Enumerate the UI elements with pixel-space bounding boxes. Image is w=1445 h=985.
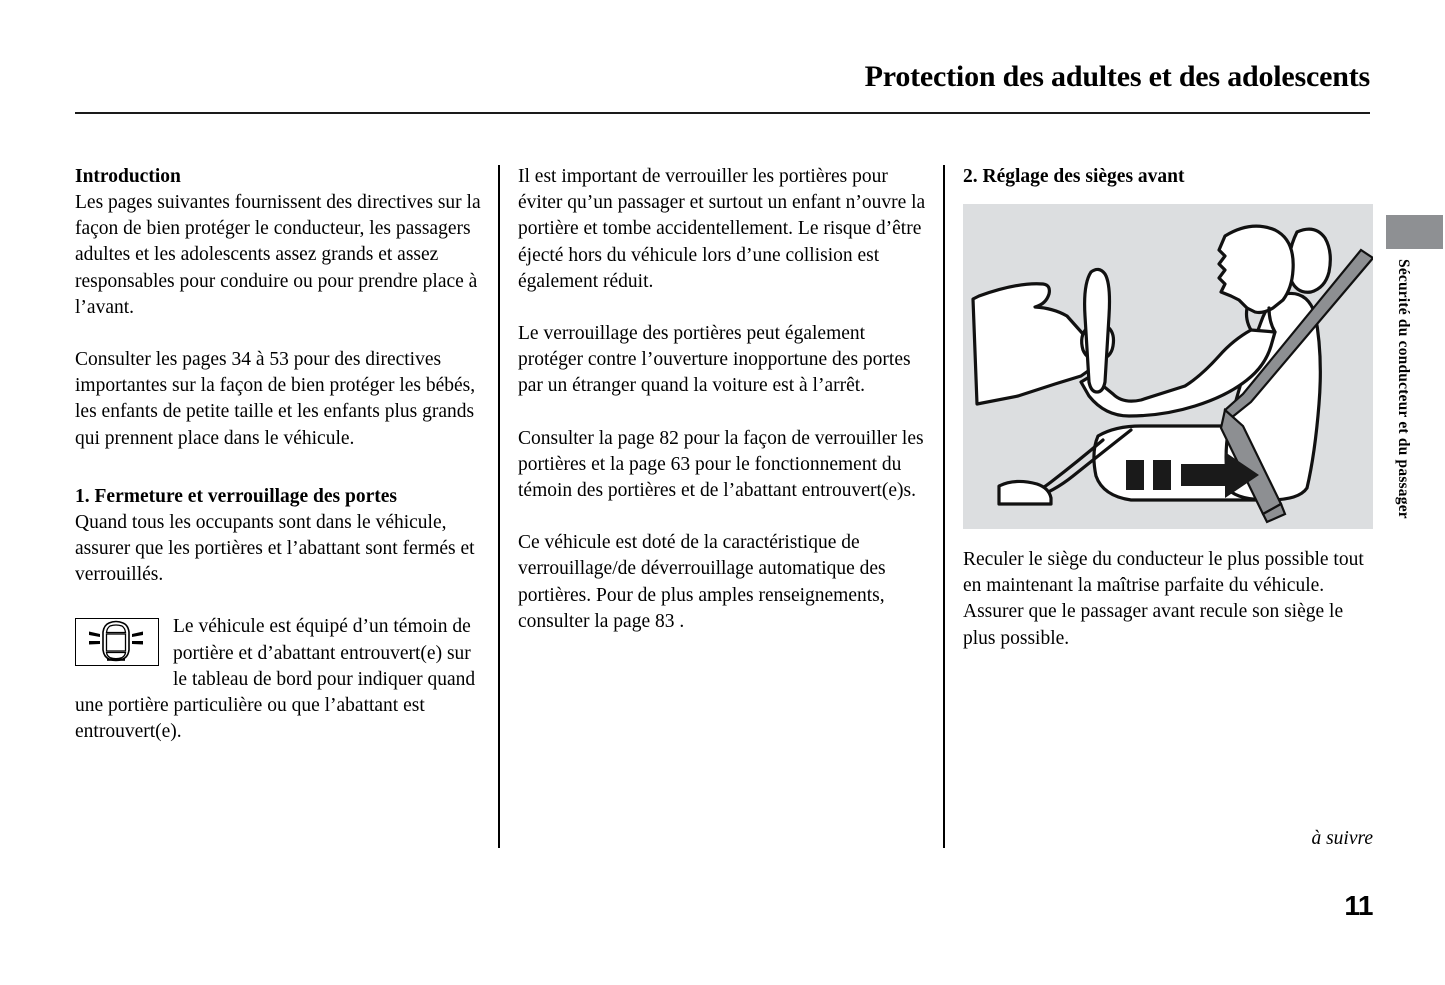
paragraph-introduction-1: Les pages suivantes fournissent des directives sur la façon de bien protéger le conducteur, les passagers adultes et les adolescents assez grands et assez responsables pour conduire ou pour prendre place à l’avant. [75, 192, 481, 318]
heading-introduction: Introduction [75, 166, 181, 187]
page-number: 11 [1344, 890, 1373, 921]
paragraph-introduction-2: Consulter les pages 34 à 53 pour des directives importantes sur la façon de bien protéger les bébés, les enfants de petite taille et les enfants plus grands qui prennent place dans le véhicule. [75, 349, 476, 449]
door-ajar-indicator-icon [75, 618, 159, 666]
heading-section-1: 1. Fermeture et verrouillage des portes [75, 485, 398, 507]
driver-seat-adjustment-illustration [963, 204, 1373, 529]
page-title: Protection des adultes et des adolescents [864, 60, 1370, 93]
side-tab [1386, 215, 1445, 519]
paragraph-section-1: Quand tous les occupants sont dans le véhicule, assurer que les portières et l’abattant sont fermés et verrouillés. [75, 511, 475, 586]
paragraph-lock-importance: Il est important de verrouiller les portières pour éviter qu’un passager et surtout un enfant n’ouvre la portière et tombe accidentellement. Le risque d’être éjecté hors du véhicule lors d’une collision est également réduit. [518, 166, 926, 292]
column-2 [518, 164, 930, 635]
column-1 [75, 164, 483, 745]
paragraph-page-reference: Consulter la page 82 pour la façon de verrouiller les portières et la page 63 pour le fonctionnement du témoin des portières et de l’abattant entrouvert(e)s. [518, 427, 924, 502]
paragraph-door-indicator: Le véhicule est équipé d’un témoin de portière et d’abattant entrouvert(e) sur le tableau de bord pour indiquer quand une portière particulière ou que l’abattant est entrouvert(e). [75, 616, 476, 743]
paragraph-auto-lock: Ce véhicule est doté de la caractéristique de verrouillage/de déverrouillage automatique des portières. Pour de plus amples renseignements, consulter la page 83 . [518, 532, 886, 632]
paragraph-seat-adjustment-caption: Reculer le siège du conducteur le plus possible tout en maintenant la maîtrise parfaite du véhicule. Assurer que le passager avant recule son siège le plus possible. [963, 549, 1364, 649]
column-3 [963, 164, 1373, 652]
paragraph-lock-protection: Le verrouillage des portières peut également protéger contre l’ouverture inopportune des portes par un étranger quand la voiture est à l’arrêt. [518, 323, 911, 397]
heading-section-2: 2. Réglage des sièges avant [963, 166, 1185, 187]
side-tab-label: Sécurité du conducteur et du passager [1395, 259, 1412, 519]
continued-note: à suivre [1311, 828, 1373, 849]
door-ajar-icon-paragraph [75, 614, 483, 745]
side-tab-swatch [1386, 215, 1443, 249]
